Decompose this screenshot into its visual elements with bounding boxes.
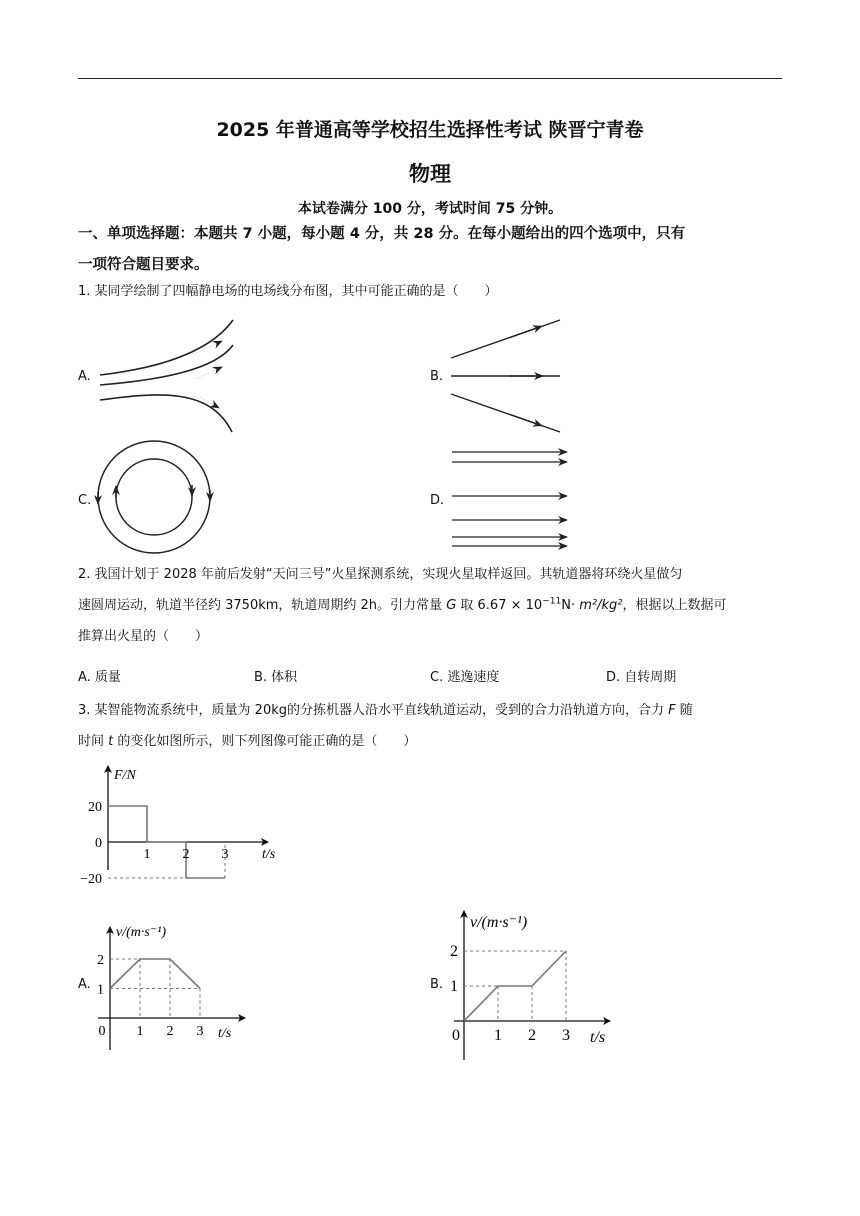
x-tick-label: 2	[528, 1027, 536, 1044]
q2-line2-c: N·	[561, 598, 580, 613]
q3-line1-a: 3. 某智能物流系统中，质量为 20kg的分拣机器人沿水平直线轨道运动，受到的合力沿轨道方向，合力	[78, 703, 669, 718]
field-line-figures	[0, 0, 860, 560]
q3-text	[78, 695, 784, 757]
y-tick-label: 20	[88, 800, 102, 815]
section-heading-line2: 一项符合题目要求。	[78, 257, 209, 273]
q2-line2-d: ，根据以上数据可	[622, 598, 727, 613]
x-tick-label: 1	[143, 847, 151, 862]
x-tick-label: 2	[182, 847, 190, 862]
q3-line1	[78, 695, 784, 726]
q3-symbol-f: F	[668, 703, 676, 718]
q2-option-c: C. 逃逸速度	[430, 670, 500, 685]
q2-line2-a: 速圆周运动，轨道半径约 3750km，轨道周期约 2h。引力常量	[78, 598, 447, 613]
y-tick-label: 1	[450, 978, 458, 995]
y-tick-label: 2	[97, 953, 104, 968]
x-tick-label: 3	[221, 847, 229, 862]
q1-stem: 1. 某同学绘制了四幅静电场的电场线分布图，其中可能正确的是（ ）	[78, 284, 498, 299]
q3-option-b-label: B.	[430, 977, 444, 992]
field-diagram-a	[100, 320, 233, 432]
q3-symbol-t: t	[108, 734, 114, 749]
y-axis-label: v/(m·s⁻¹)	[116, 925, 167, 940]
y-tick-label: 0	[95, 836, 102, 851]
q3-line1-b: 随	[675, 703, 693, 718]
q2-line1: 2. 我国计划于 2028 年前后发射“天问三号”火星探测系统，实现火星取样返回。其轨道器将环绕火星做匀	[78, 567, 683, 582]
q2-option-b: B. 体积	[254, 670, 298, 685]
y-tick-label: 1	[97, 982, 104, 998]
exam-info: 本试卷满分 100 分，考试时间 75 分钟。	[297, 201, 563, 217]
x-tick-label: 3	[196, 1024, 204, 1039]
q1-option-b-label: B.	[430, 369, 444, 384]
q3-option-a-label: A.	[78, 977, 91, 992]
q2-exponent: −11	[542, 596, 562, 607]
field-diagram-b	[451, 320, 560, 432]
series-line	[110, 959, 200, 989]
y-axis-label: F/N	[114, 768, 136, 783]
q3-line2-b: 的变化如图所示，则下列图像可能正确的是（ ）	[113, 734, 417, 749]
velocity-chart-b	[440, 905, 630, 1065]
x-tick-label: 2	[166, 1024, 174, 1039]
velocity-chart-a	[90, 915, 270, 1050]
q2-symbol-g: G	[446, 598, 457, 613]
y-tick-label: −20	[80, 872, 102, 887]
x-axis-label: t/s	[262, 847, 276, 862]
q1-option-c-label: C.	[78, 493, 92, 508]
q3-line2-a: 时间	[78, 734, 109, 749]
x-tick-label: 3	[562, 1027, 570, 1044]
series-line	[464, 951, 566, 1021]
y-tick-label: 2	[450, 943, 458, 960]
force-time-chart	[70, 760, 290, 890]
q2-option-d: D. 自转周期	[606, 670, 677, 685]
field-diagram-d	[452, 452, 567, 546]
x-axis-label: t/s	[218, 1026, 232, 1041]
section-heading-line1: 一、单项选择题：本题共 7 小题，每小题 4 分，共 28 分。在每小题给出的四个选项中，只有	[78, 226, 686, 242]
exam-title: 2025 年普通高等学校招生选择性考试 陕晋宁青卷	[216, 119, 644, 141]
q1-option-d-label: D.	[430, 493, 445, 508]
q2-option-a: A. 质量	[78, 670, 121, 685]
q2-unit: m²/kg²	[579, 598, 623, 613]
x-axis-label: t/s	[590, 1029, 606, 1046]
x-tick-label: 1	[494, 1027, 502, 1044]
x-tick-label: 0	[98, 1024, 106, 1039]
q2-line2-b: 取 6.67 × 10	[456, 598, 543, 613]
q3-line2	[78, 726, 784, 757]
q2-line2	[78, 590, 784, 621]
x-tick-label: 0	[452, 1027, 460, 1044]
x-tick-label: 1	[136, 1024, 144, 1039]
q2-line3: 推算出火星的（ ）	[78, 629, 209, 644]
subject-title: 物理	[409, 162, 451, 186]
q1-option-a-label: A.	[78, 369, 91, 384]
y-axis-label: v/(m·s⁻¹)	[470, 914, 528, 931]
field-diagram-c	[98, 441, 210, 553]
q2-text	[78, 559, 784, 652]
